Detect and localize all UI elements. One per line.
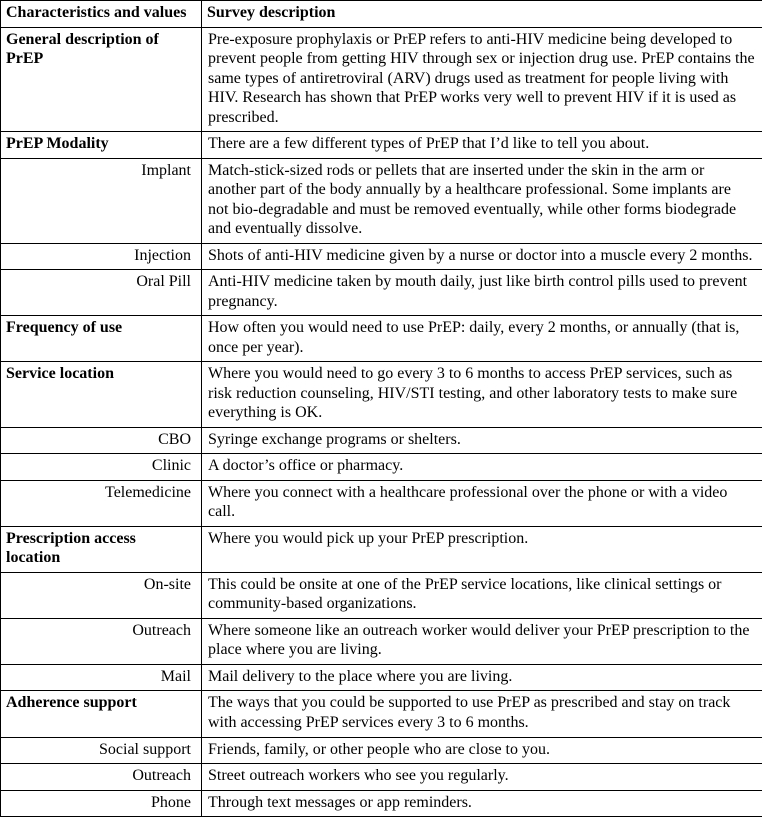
row-label: Implant [1,158,202,243]
table-row [1,316,762,362]
row-description: The ways that you could be supported to use PrEP as prescribed and stay on track with accessing PrEP services every 3 to 6 months. [202,691,762,737]
row-description: Where you would need to go every 3 to 6 months to access PrEP services, such as risk reduction counseling, HIV/STI testing, and other laboratory tests to make sure everything is OK. [202,362,762,428]
table-row [1,572,762,618]
table-row [1,664,762,691]
row-label: General description of PrEP [1,27,202,132]
row-description: Shots of anti-HIV medicine given by a nurse or doctor into a muscle every 2 months. [202,243,762,270]
row-label: Clinic [1,454,202,481]
table-row [1,27,762,132]
row-description: Street outreach workers who see you regularly. [202,764,762,791]
row-description: Friends, family, or other people who are close to you. [202,737,762,764]
table-row [1,618,762,664]
table-row [1,526,762,572]
table-row [1,427,762,454]
row-description: Syringe exchange programs or shelters. [202,427,762,454]
row-description: Mail delivery to the place where you are living. [202,664,762,691]
row-label: Service location [1,362,202,428]
row-label: Phone [1,790,202,817]
row-description: A doctor’s office or pharmacy. [202,454,762,481]
table-row [1,764,762,791]
row-description: Where you would pick up your PrEP prescription. [202,526,762,572]
row-label: Oral Pill [1,270,202,316]
row-label: Outreach [1,764,202,791]
table-row [1,158,762,243]
row-label: Social support [1,737,202,764]
table-row [1,454,762,481]
row-description: Match-stick-sized rods or pellets that are inserted under the skin in the arm or another part of the body annually by a healthcare professional. Some implants are not bio-degradable and must be removed eventually, while other forms biodegrade and eventually dissolve. [202,158,762,243]
col-header-survey-description: Survey description [202,1,762,28]
table-row [1,737,762,764]
row-label: Mail [1,664,202,691]
row-description: This could be onsite at one of the PrEP service locations, like clinical settings or community-based organizations. [202,572,762,618]
table-row [1,691,762,737]
row-description: Where someone like an outreach worker would deliver your PrEP prescription to the place where you are living. [202,618,762,664]
row-label: On-site [1,572,202,618]
header-row [1,1,762,28]
row-label: Telemedicine [1,480,202,526]
col-header-characteristics: Characteristics and values [1,1,202,28]
row-description: Anti-HIV medicine taken by mouth daily, just like birth control pills used to prevent pregnancy. [202,270,762,316]
row-label: Frequency of use [1,316,202,362]
row-description: Pre-exposure prophylaxis or PrEP refers to anti-HIV medicine being developed to prevent people from getting HIV through sex or injection drug use. PrEP contains the same types of antiretroviral (ARV) drugs used as treatment for people living with HIV. Research has shown that PrEP works very well to prevent HIV if it is used as prescribed. [202,27,762,132]
row-label: Adherence support [1,691,202,737]
row-description: How often you would need to use PrEP: daily, every 2 months, or annually (that is, once per year). [202,316,762,362]
table-row [1,132,762,159]
table-row [1,270,762,316]
row-label: Injection [1,243,202,270]
row-label: Outreach [1,618,202,664]
row-description: There are a few different types of PrEP that I’d like to tell you about. [202,132,762,159]
table-row [1,243,762,270]
row-description: Through text messages or app reminders. [202,790,762,817]
row-label: PrEP Modality [1,132,202,159]
row-label: Prescription access location [1,526,202,572]
table-row [1,790,762,817]
row-description: Where you connect with a healthcare professional over the phone or with a video call. [202,480,762,526]
table-row [1,362,762,428]
table-row [1,480,762,526]
row-label: CBO [1,427,202,454]
